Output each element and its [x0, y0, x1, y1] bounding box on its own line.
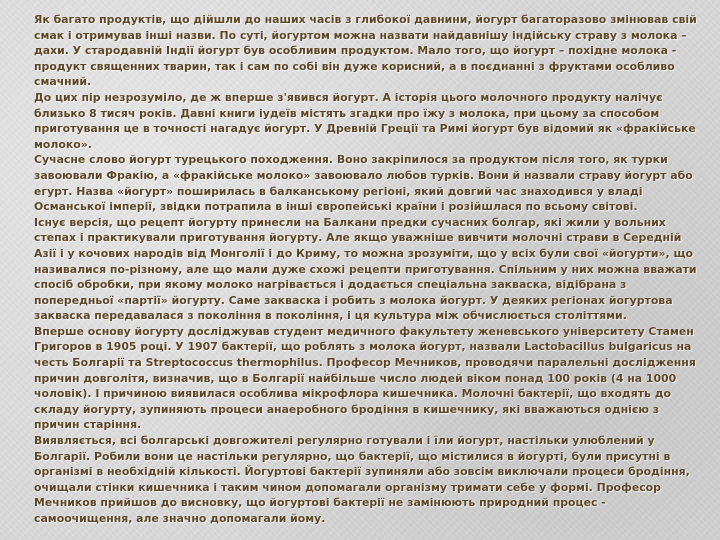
paragraph-balkan-version: Існує версія, що рецепт йогурту принесли на Балкани предки сучасних болгар, які жили у вольних степах і практикували приготування йогурту. Але якщо уважніше вивчити молочні страви в Середній Азії і у кочових народів від Монголії і до Криму, то можна зрозуміти, що у всіх були свої «йогурти», що називалися по-різному, але що мали дуже схожі рецепти приготування. Спільним у них можна вважати спосіб обробки, при якому молоко нагрівається і додається спеціальна закваска, відібрана з попередньої «партії» йогурту. Саме закваска і робить з молока йогурт. У деяких регіонах йогуртова закваска передавалася з покоління в покоління, і ця культура між обчислюється століттями.	[34, 215, 697, 323]
paragraph-longevity: Виявляється, всі болгарські довгожителі регулярно готували і їли йогурт, настільки улюблений у Болгарії. Робили вони це настільки регулярно, що бактерії, що містилися в йогурті, були присутні в організмі в необхідній кількості. Йогуртові бактерії зупиняли або зовсім виключали процеси бродіння, очищали стінки кишечника і таким чином допомагали організму тримати себе у формі. Професор Мечников прийшов до висновку, що йогуртові бактерії не замінюють природний процес - самоочищення, але значно допомагали йому.	[34, 434, 690, 525]
yogurt-history-text	[34, 12, 702, 527]
paragraph-history: До цих пір незрозуміло, де ж вперше з'явився йогурт. А історія цього молочного продукту налічує близько 8 тисяч років. Давні книги іудеїв містять згадки про їжу з молока, при цьому за способом приготування це в точності нагадує йогурт. У Древній Греції та Римі йогурт був відомий як «фракійське молоко».	[34, 90, 696, 151]
paragraph-origin: Як багато продуктів, що дійшли до наших часів з глибокої давнини, йогурт багаторазово змінював свій смак і отримував інші назви. По суті, йогуртом можна назвати найдавнішу індійську страву з молока – дахи. У стародавній Індії йогурт був особливим продуктом. Мало того, що йогурт – похідне молока - продукт священних тварин, так і сам по собі він дуже корисний, а в поєднанні з фруктами особливо смачний.	[34, 13, 697, 89]
paragraph-research: Вперше основу йогурту досліджував студент медичного факультету женевського університету Стамен Григоров в 1905 році. У 1907 бактерії, що роблять з молока йогурт, назвали Lactobacillus bulgaricus на честь Болгарії та Streptococcus thermophilus. Професор Мечников, проводячи паралельні дослідження причин довголітя, визначив, що в Болгарії найбільше число людей віком понад 100 років (4 на 1000 чоловік). І причиною виявилася особлива мікрофлора кишечника. Молочні бактерії, що входять до складу йогурту, зупиняють процеси анаеробного бродіння в кишечнику, які вважаються однією з причин старіння.	[34, 324, 696, 432]
paragraph-etymology: Сучасне слово йогурт турецького походження. Воно закріпилося за продуктом після того, як турки завоювали Фракію, а «фракійське молоко» завоювало любов турків. Вони й назвали страву йогурт або егурт. Назва «йогурт» поширилась в балканському регіоні, який довгий час знаходився у владі Османської імперії, звідки потрапила в інші європейські країни і розійшлася по всьому світові.	[34, 153, 693, 214]
